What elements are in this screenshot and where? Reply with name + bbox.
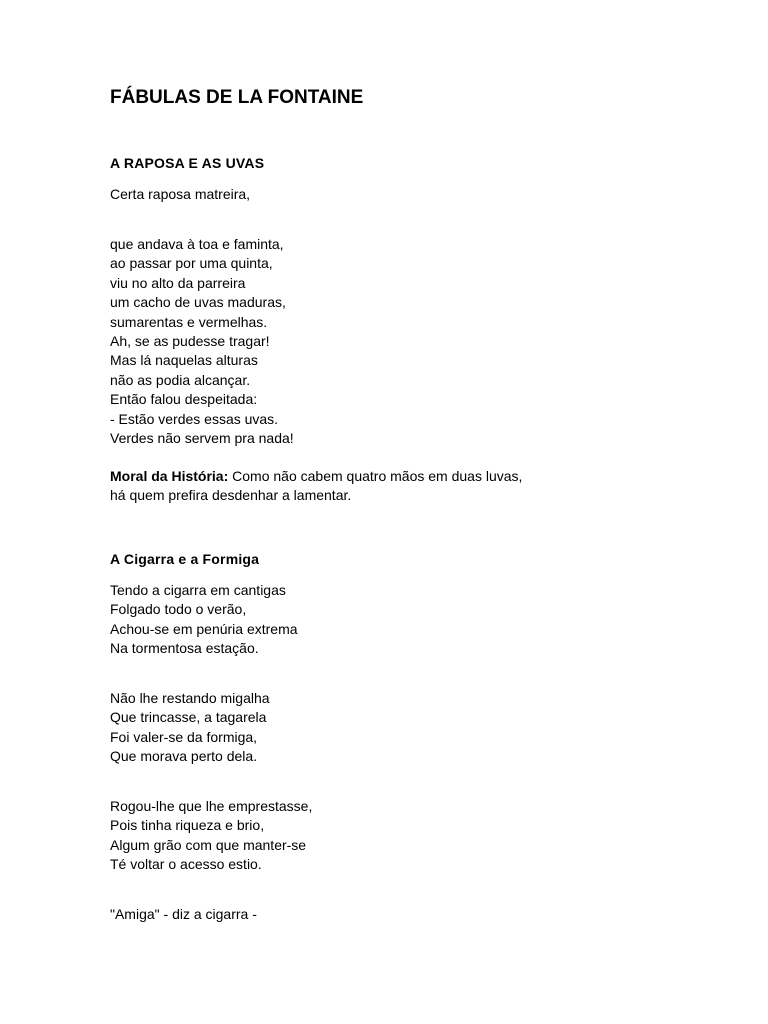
poem-line: um cacho de uvas maduras,: [110, 294, 286, 311]
poem-stanza: [110, 689, 270, 767]
fable-title-cigarra: A Cigarra e a Formiga: [110, 551, 260, 567]
poem-line: Achou-se em penúria extrema: [110, 620, 298, 637]
moral-text: Como não cabem quatro mãos em duas luvas, há quem prefira desdenhar a lamentar.: [110, 468, 523, 504]
poem-line: sumarentas e vermelhas.: [110, 313, 268, 330]
poem-line: não as podia alcançar.: [110, 371, 251, 388]
fable-intro-line: [110, 185, 250, 204]
poem-line: Foi valer-se da formiga,: [110, 728, 258, 745]
poem-line: Algum grão com que manter-se: [110, 836, 307, 853]
poem-line: - Estão verdes essas uvas.: [110, 410, 279, 427]
poem-line: Na tormentosa estação.: [110, 640, 259, 657]
poem-line: Mas lá naquelas alturas: [110, 352, 258, 369]
poem-line: Rogou-lhe que lhe emprestasse,: [110, 798, 313, 814]
poem-line: Não lhe restando migalha: [110, 690, 270, 706]
poem-line: Ah, se as pudesse tragar!: [110, 333, 270, 350]
poem-line: Que morava perto dela.: [110, 748, 258, 765]
poem-line: Que trincasse, a tagarela: [110, 709, 267, 726]
poem-line: Té voltar o acesso estio.: [110, 856, 262, 873]
poem-line: Tendo a cigarra em cantigas: [110, 582, 286, 598]
poem-line: ao passar por uma quinta,: [110, 255, 273, 272]
poem-line: que andava à toa e faminta,: [110, 236, 284, 252]
poem-line: Então falou despeitada:: [110, 391, 258, 408]
poem-stanza: [110, 797, 312, 875]
poem-line: Certa raposa matreira,: [110, 186, 251, 202]
poem-line: viu no alto da parreira: [110, 274, 246, 291]
poem-stanza: [110, 905, 257, 924]
moral-paragraph: [110, 467, 540, 506]
poem-line: "Amiga" - diz a cigarra -: [110, 906, 257, 922]
poem-line: Verdes não servem pra nada!: [110, 430, 294, 447]
poem-line: Pois tinha riqueza e brio,: [110, 817, 265, 834]
poem-stanza: [110, 235, 294, 448]
poem-line: Folgado todo o verão,: [110, 601, 247, 618]
moral-label: Moral da História:: [110, 468, 229, 484]
poem-stanza: [110, 581, 298, 659]
fable-title-raposa: A RAPOSA E AS UVAS: [110, 155, 265, 171]
document-title: FÁBULAS DE LA FONTAINE: [110, 87, 364, 108]
